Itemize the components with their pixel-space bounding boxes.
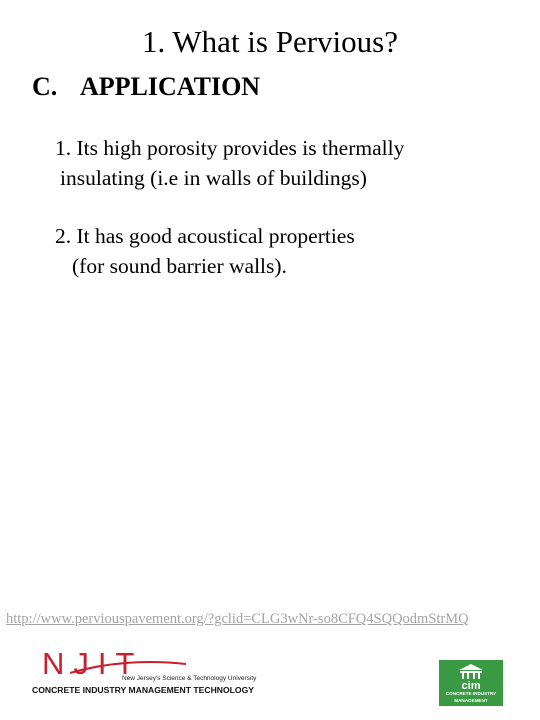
point-2-line-1: 2. It has good acoustical properties	[55, 224, 355, 248]
point-1-line-2: insulating (i.e in walls of buildings)	[60, 166, 367, 190]
njit-swoosh-icon	[68, 660, 188, 676]
section-letter: C.	[32, 72, 58, 101]
source-link[interactable]: http://www.perviouspavement.org/?gclid=CLG3wNr-so8CFQ4SQQodmStrMQ	[6, 611, 469, 627]
cim-building-icon	[439, 662, 503, 690]
njit-logo	[32, 648, 272, 698]
point-1-line-1: 1. Its high porosity provides is thermally	[55, 136, 405, 160]
njit-program-name: CONCRETE INDUSTRY MANAGEMENT TECHNOLOGY	[32, 685, 255, 695]
application-point-2	[55, 221, 355, 281]
cim-logo	[439, 660, 503, 706]
section-title: APPLICATION	[80, 72, 261, 101]
njit-university-name: New Jersey's Science & Technology University	[122, 675, 257, 682]
cim-caption: CONCRETE INDUSTRY MANAGEMENT	[445, 691, 497, 703]
application-point-1	[55, 133, 404, 193]
slide-title: 1. What is Pervious?	[141, 24, 398, 59]
section-heading	[32, 72, 260, 102]
svg-text:cim: cim	[461, 680, 481, 690]
njit-wordmark: NJIT	[42, 646, 144, 681]
point-2-line-2: (for sound barrier walls).	[72, 254, 287, 278]
